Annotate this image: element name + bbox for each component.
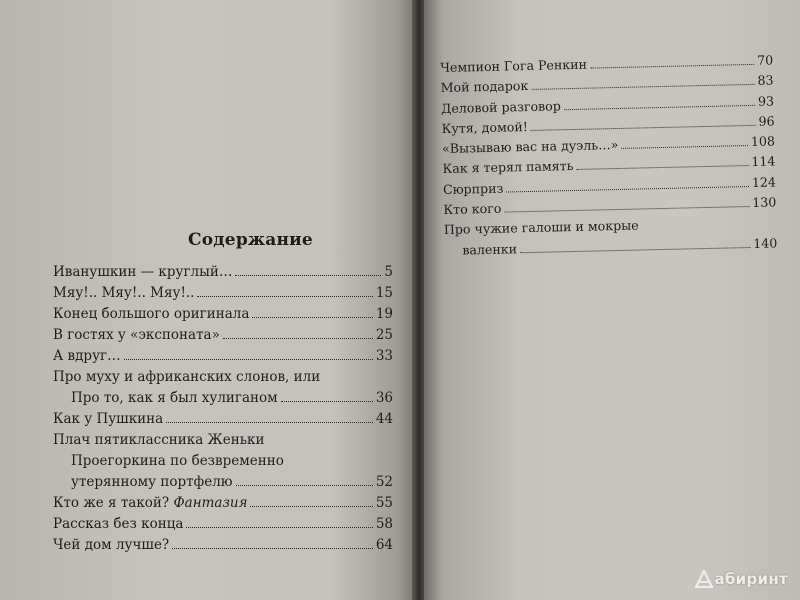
contents-heading: Содержание [188, 230, 313, 250]
toc-entry: Иванушкин — круглый… 5 [53, 264, 393, 280]
toc-entry: Про то, как я был хулиганом 36 [71, 390, 393, 406]
toc-entry: А вдруг… 33 [53, 348, 393, 364]
toc-entry: Конец большого оригинала 19 [53, 306, 393, 322]
toc-entry: Кто же я такой? Фантазия 55 [53, 495, 393, 511]
toc-entry-line: Про муху и африканских слонов, или [53, 369, 321, 385]
toc-entry: Чемпион Гога Ренкин 70 [440, 52, 774, 75]
toc-entry: валенки 140 [462, 235, 778, 258]
toc-entry: Сюрприз 124 [442, 174, 777, 197]
toc-entry-line: Плач пятиклассника Женьки [53, 432, 265, 448]
toc-entry: Кто кого 130 [443, 194, 777, 218]
toc-right [440, 50, 778, 260]
toc-entry-line: Про чужие галоши и мокрые [443, 217, 639, 238]
toc-entry: утерянному портфелю 52 [71, 474, 393, 490]
entry-genre: Фантазия [173, 495, 248, 511]
toc-entry: Как у Пушкина 44 [53, 411, 393, 427]
watermark-text: абиринт [714, 570, 788, 588]
toc-entry-line: Проегоркина по безвременно [71, 453, 284, 469]
toc-left [53, 262, 393, 556]
toc-entry: Рассказ без конца 58 [53, 516, 393, 532]
toc-entry: «Вызываю вас на дуэль…» 108 [441, 133, 776, 157]
labirint-a-icon [695, 570, 713, 588]
toc-entry: В гостях у «экспоната» 25 [53, 327, 393, 343]
toc-entry: Деловой разговор 93 [440, 93, 775, 116]
toc-entry: Как я терял память 114 [442, 153, 776, 177]
toc-entry: Чей дом лучше? 64 [53, 537, 393, 553]
toc-entry: Кутя, домой! 96 [441, 113, 775, 136]
toc-entry: Мой подарок 83 [440, 72, 774, 96]
toc-entry: Мяу!.. Мяу!.. Мяу!.. 15 [53, 285, 393, 301]
watermark-logo [695, 570, 788, 588]
